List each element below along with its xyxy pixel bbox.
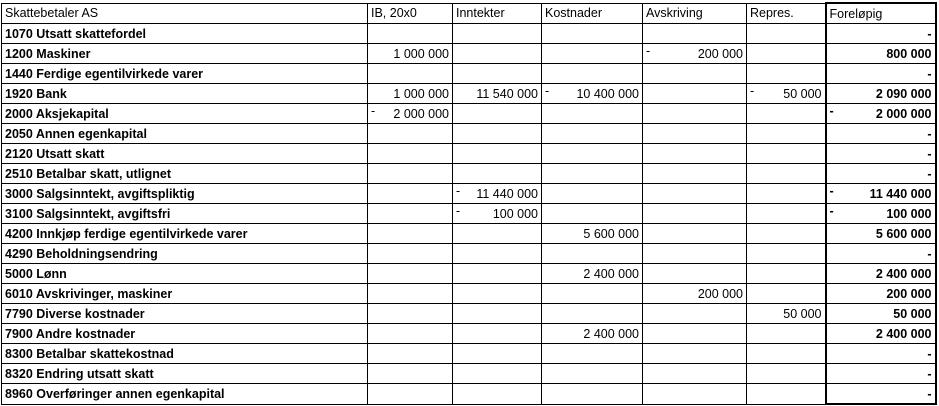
cell-value: 2 090 000 [875, 86, 932, 101]
negative-sign: - [371, 104, 376, 118]
repres-cell[interactable] [747, 364, 826, 384]
account-cell[interactable]: 1200 Maskiner [2, 44, 368, 64]
cell-value: - [927, 66, 932, 81]
account-cell[interactable]: 2120 Utsatt skatt [2, 144, 368, 164]
cell-value: 11 440 000 [476, 186, 538, 201]
cell-value: 1 000 000 [393, 86, 449, 101]
repres-cell[interactable] [747, 144, 826, 164]
cell-value: 2 400 000 [583, 326, 639, 341]
repres-cell[interactable] [747, 324, 826, 344]
ib-cell[interactable] [368, 244, 453, 264]
cell-value: 2 000 000 [875, 106, 932, 121]
forelopig-cell[interactable] [826, 344, 936, 364]
ib-cell[interactable] [368, 124, 453, 144]
cell-value: - [927, 126, 932, 141]
table-row [2, 324, 936, 344]
inntekter-cell[interactable] [453, 104, 542, 124]
avskriving-cell[interactable] [643, 144, 747, 164]
table-row [2, 284, 936, 304]
avskriving-cell[interactable] [643, 164, 747, 184]
ib-cell[interactable] [368, 384, 453, 405]
forelopig-cell[interactable] [826, 104, 936, 124]
table-row [2, 184, 936, 204]
account-cell[interactable]: 1440 Ferdige egentilvirkede varer [2, 64, 368, 84]
inntekter-cell[interactable] [453, 384, 542, 405]
forelopig-cell[interactable] [826, 224, 936, 244]
account-cell[interactable]: 3000 Salgsinntekt, avgiftspliktig [2, 184, 368, 204]
avskriving-cell[interactable] [643, 284, 747, 304]
repres-cell[interactable] [747, 44, 826, 64]
kostnader-cell[interactable] [542, 84, 643, 104]
account-cell[interactable]: 1070 Utsatt skattefordel [2, 24, 368, 44]
account-cell[interactable]: 1920 Bank [2, 84, 368, 104]
avskriving-cell[interactable] [643, 224, 747, 244]
kostnader-cell[interactable] [542, 224, 643, 244]
cell-value: 2 400 000 [875, 326, 932, 341]
cell-value: 1 000 000 [393, 46, 449, 61]
negative-sign: - [829, 104, 834, 118]
cell-value: 2 000 000 [393, 106, 449, 121]
ib-cell[interactable] [368, 44, 453, 64]
ib-cell[interactable] [368, 284, 453, 304]
kostnader-cell[interactable] [542, 64, 643, 84]
ib-cell[interactable] [368, 264, 453, 284]
forelopig-cell[interactable] [826, 244, 936, 264]
table-row [2, 64, 936, 84]
negative-sign: - [545, 84, 550, 98]
negative-sign: - [456, 184, 461, 198]
kostnader-cell[interactable] [542, 184, 643, 204]
cell-value: 200 000 [697, 46, 743, 61]
avskriving-cell[interactable] [643, 24, 747, 44]
inntekter-cell[interactable] [453, 24, 542, 44]
forelopig-cell[interactable] [826, 364, 936, 384]
table-row [2, 364, 936, 384]
repres-cell[interactable] [747, 184, 826, 204]
inntekter-cell[interactable] [453, 364, 542, 384]
repres-cell[interactable] [747, 84, 826, 104]
kostnader-cell[interactable] [542, 104, 643, 124]
forelopig-cell[interactable] [826, 144, 936, 164]
repres-cell[interactable] [747, 64, 826, 84]
inntekter-cell[interactable] [453, 204, 542, 224]
inntekter-cell[interactable] [453, 184, 542, 204]
avskriving-cell[interactable] [643, 204, 747, 224]
repres-cell[interactable] [747, 344, 826, 364]
forelopig-cell[interactable] [826, 324, 936, 344]
ib-cell[interactable] [368, 304, 453, 324]
avskriving-cell[interactable] [643, 364, 747, 384]
kostnader-cell[interactable] [542, 44, 643, 64]
cell-value: 10 400 000 [576, 86, 639, 101]
table-row [2, 144, 936, 164]
cell-value: 11 440 000 [869, 186, 932, 201]
kostnader-cell[interactable] [542, 144, 643, 164]
table-row [2, 344, 936, 364]
avskriving-cell[interactable] [643, 324, 747, 344]
inntekter-cell[interactable] [453, 284, 542, 304]
table-row [2, 124, 936, 144]
avskriving-cell[interactable] [643, 184, 747, 204]
avskriving-cell[interactable] [643, 244, 747, 264]
inntekter-cell[interactable] [453, 144, 542, 164]
cell-value: 100 000 [886, 206, 932, 221]
kostnader-cell[interactable] [542, 244, 643, 264]
forelopig-cell[interactable] [826, 204, 936, 224]
ib-cell[interactable] [368, 324, 453, 344]
cell-value: 2 400 000 [875, 266, 932, 281]
kostnader-cell[interactable] [542, 304, 643, 324]
table-row [2, 304, 936, 324]
ib-cell[interactable] [368, 84, 453, 104]
cell-value: - [927, 246, 932, 261]
repres-cell[interactable] [747, 104, 826, 124]
inntekter-cell[interactable] [453, 164, 542, 184]
repres-cell[interactable] [747, 224, 826, 244]
avskriving-cell[interactable] [643, 64, 747, 84]
inntekter-cell[interactable] [453, 64, 542, 84]
cell-value: 100 000 [492, 206, 538, 221]
table-row [2, 264, 936, 284]
repres-cell[interactable] [747, 284, 826, 304]
kostnader-cell[interactable] [542, 204, 643, 224]
cell-value: - [927, 366, 932, 381]
account-cell[interactable]: 5000 Lønn [2, 264, 368, 284]
ib-cell[interactable] [368, 164, 453, 184]
avskriving-cell[interactable] [643, 304, 747, 324]
table-row [2, 104, 936, 124]
forelopig-cell[interactable] [826, 44, 936, 64]
negative-sign: - [750, 84, 755, 98]
avskriving-cell[interactable] [643, 104, 747, 124]
header-cell-ib[interactable]: IB, 20x0 [368, 3, 453, 24]
cell-value: 50 000 [783, 86, 822, 101]
account-cell[interactable]: 8300 Betalbar skattekostnad [2, 344, 368, 364]
kostnader-cell[interactable] [542, 264, 643, 284]
account-cell[interactable]: 7900 Andre kostnader [2, 324, 368, 344]
kostnader-cell[interactable] [542, 324, 643, 344]
header-cell-kostnader[interactable]: Kostnader [542, 3, 643, 24]
cell-value: - [927, 166, 932, 181]
cell-value: 50 000 [893, 306, 932, 321]
repres-cell[interactable] [747, 124, 826, 144]
header-cell-repres[interactable]: Repres. [747, 3, 826, 24]
repres-cell[interactable] [747, 304, 826, 324]
avskriving-cell[interactable] [643, 124, 747, 144]
forelopig-cell[interactable] [826, 24, 936, 44]
spreadsheet-body [2, 3, 936, 404]
account-cell[interactable]: 4200 Innkjøp ferdige egentilvirkede varer [2, 224, 368, 244]
kostnader-cell[interactable] [542, 124, 643, 144]
cell-value: - [927, 386, 932, 401]
ib-cell[interactable] [368, 24, 453, 44]
cell-value: - [927, 146, 932, 161]
header-cell-company[interactable]: Skattebetaler AS [2, 3, 368, 24]
table-row [2, 224, 936, 244]
ib-cell[interactable] [368, 104, 453, 124]
cell-value: 5 600 000 [875, 226, 932, 241]
avskriving-cell[interactable] [643, 264, 747, 284]
table-row [2, 384, 936, 405]
header-cell-forelopig[interactable]: Foreløpig [826, 3, 936, 24]
ib-cell[interactable] [368, 204, 453, 224]
inntekter-cell[interactable] [453, 84, 542, 104]
cell-value: - [927, 26, 932, 41]
cell-value: 50 000 [783, 306, 822, 321]
repres-cell[interactable] [747, 264, 826, 284]
ib-cell[interactable] [368, 344, 453, 364]
forelopig-cell[interactable] [826, 64, 936, 84]
cell-value: - [927, 346, 932, 361]
table-row [2, 44, 936, 64]
header-cell-inntekter[interactable]: Inntekter [453, 3, 542, 24]
table-row [2, 84, 936, 104]
account-cell[interactable]: 2000 Aksjekapital [2, 104, 368, 124]
inntekter-cell[interactable] [453, 344, 542, 364]
cell-value: 2 400 000 [583, 266, 639, 281]
forelopig-cell[interactable] [826, 264, 936, 284]
kostnader-cell[interactable] [542, 284, 643, 304]
ib-cell[interactable] [368, 224, 453, 244]
account-cell[interactable]: 8960 Overføringer annen egenkapital [2, 384, 368, 405]
ib-cell[interactable] [368, 144, 453, 164]
account-cell[interactable]: 8320 Endring utsatt skatt [2, 364, 368, 384]
inntekter-cell[interactable] [453, 264, 542, 284]
kostnader-cell[interactable] [542, 364, 643, 384]
cell-value: 5 600 000 [583, 226, 639, 241]
table-row [2, 164, 936, 184]
account-cell[interactable]: 4290 Beholdningsendring [2, 244, 368, 264]
repres-cell[interactable] [747, 164, 826, 184]
header-cell-avskriving[interactable]: Avskriving [643, 3, 747, 24]
account-cell[interactable]: 2510 Betalbar skatt, utlignet [2, 164, 368, 184]
table-row [2, 204, 936, 224]
forelopig-cell[interactable] [826, 124, 936, 144]
avskriving-cell[interactable] [643, 384, 747, 405]
inntekter-cell[interactable] [453, 224, 542, 244]
inntekter-cell[interactable] [453, 244, 542, 264]
negative-sign: - [646, 44, 651, 58]
forelopig-cell[interactable] [826, 284, 936, 304]
forelopig-cell[interactable] [826, 84, 936, 104]
kostnader-cell[interactable] [542, 344, 643, 364]
avskriving-cell[interactable] [643, 44, 747, 64]
inntekter-cell[interactable] [453, 304, 542, 324]
cell-value: 200 000 [886, 286, 932, 301]
header-row [2, 3, 936, 24]
kostnader-cell[interactable] [542, 384, 643, 405]
avskriving-cell[interactable] [643, 84, 747, 104]
forelopig-cell[interactable] [826, 304, 936, 324]
repres-cell[interactable] [747, 204, 826, 224]
inntekter-cell[interactable] [453, 124, 542, 144]
negative-sign: - [829, 184, 834, 198]
avskriving-cell[interactable] [643, 344, 747, 364]
table-row [2, 244, 936, 264]
forelopig-cell[interactable] [826, 384, 936, 405]
ib-cell[interactable] [368, 64, 453, 84]
ib-cell[interactable] [368, 184, 453, 204]
negative-sign: - [829, 204, 834, 218]
spreadsheet-table [1, 2, 937, 405]
ib-cell[interactable] [368, 364, 453, 384]
kostnader-cell[interactable] [542, 24, 643, 44]
forelopig-cell[interactable] [826, 164, 936, 184]
forelopig-cell[interactable] [826, 184, 936, 204]
account-cell[interactable]: 7790 Diverse kostnader [2, 304, 368, 324]
account-cell[interactable]: 6010 Avskrivinger, maskiner [2, 284, 368, 304]
repres-cell[interactable] [747, 24, 826, 44]
cell-value: 800 000 [886, 46, 932, 61]
cell-value: 200 000 [697, 286, 743, 301]
repres-cell[interactable] [747, 384, 826, 405]
table-row [2, 24, 936, 44]
negative-sign: - [456, 204, 461, 218]
inntekter-cell[interactable] [453, 324, 542, 344]
inntekter-cell[interactable] [453, 44, 542, 64]
cell-value: 11 540 000 [476, 86, 538, 101]
kostnader-cell[interactable] [542, 164, 643, 184]
account-cell[interactable]: 3100 Salgsinntekt, avgiftsfri [2, 204, 368, 224]
account-cell[interactable]: 2050 Annen egenkapital [2, 124, 368, 144]
repres-cell[interactable] [747, 244, 826, 264]
